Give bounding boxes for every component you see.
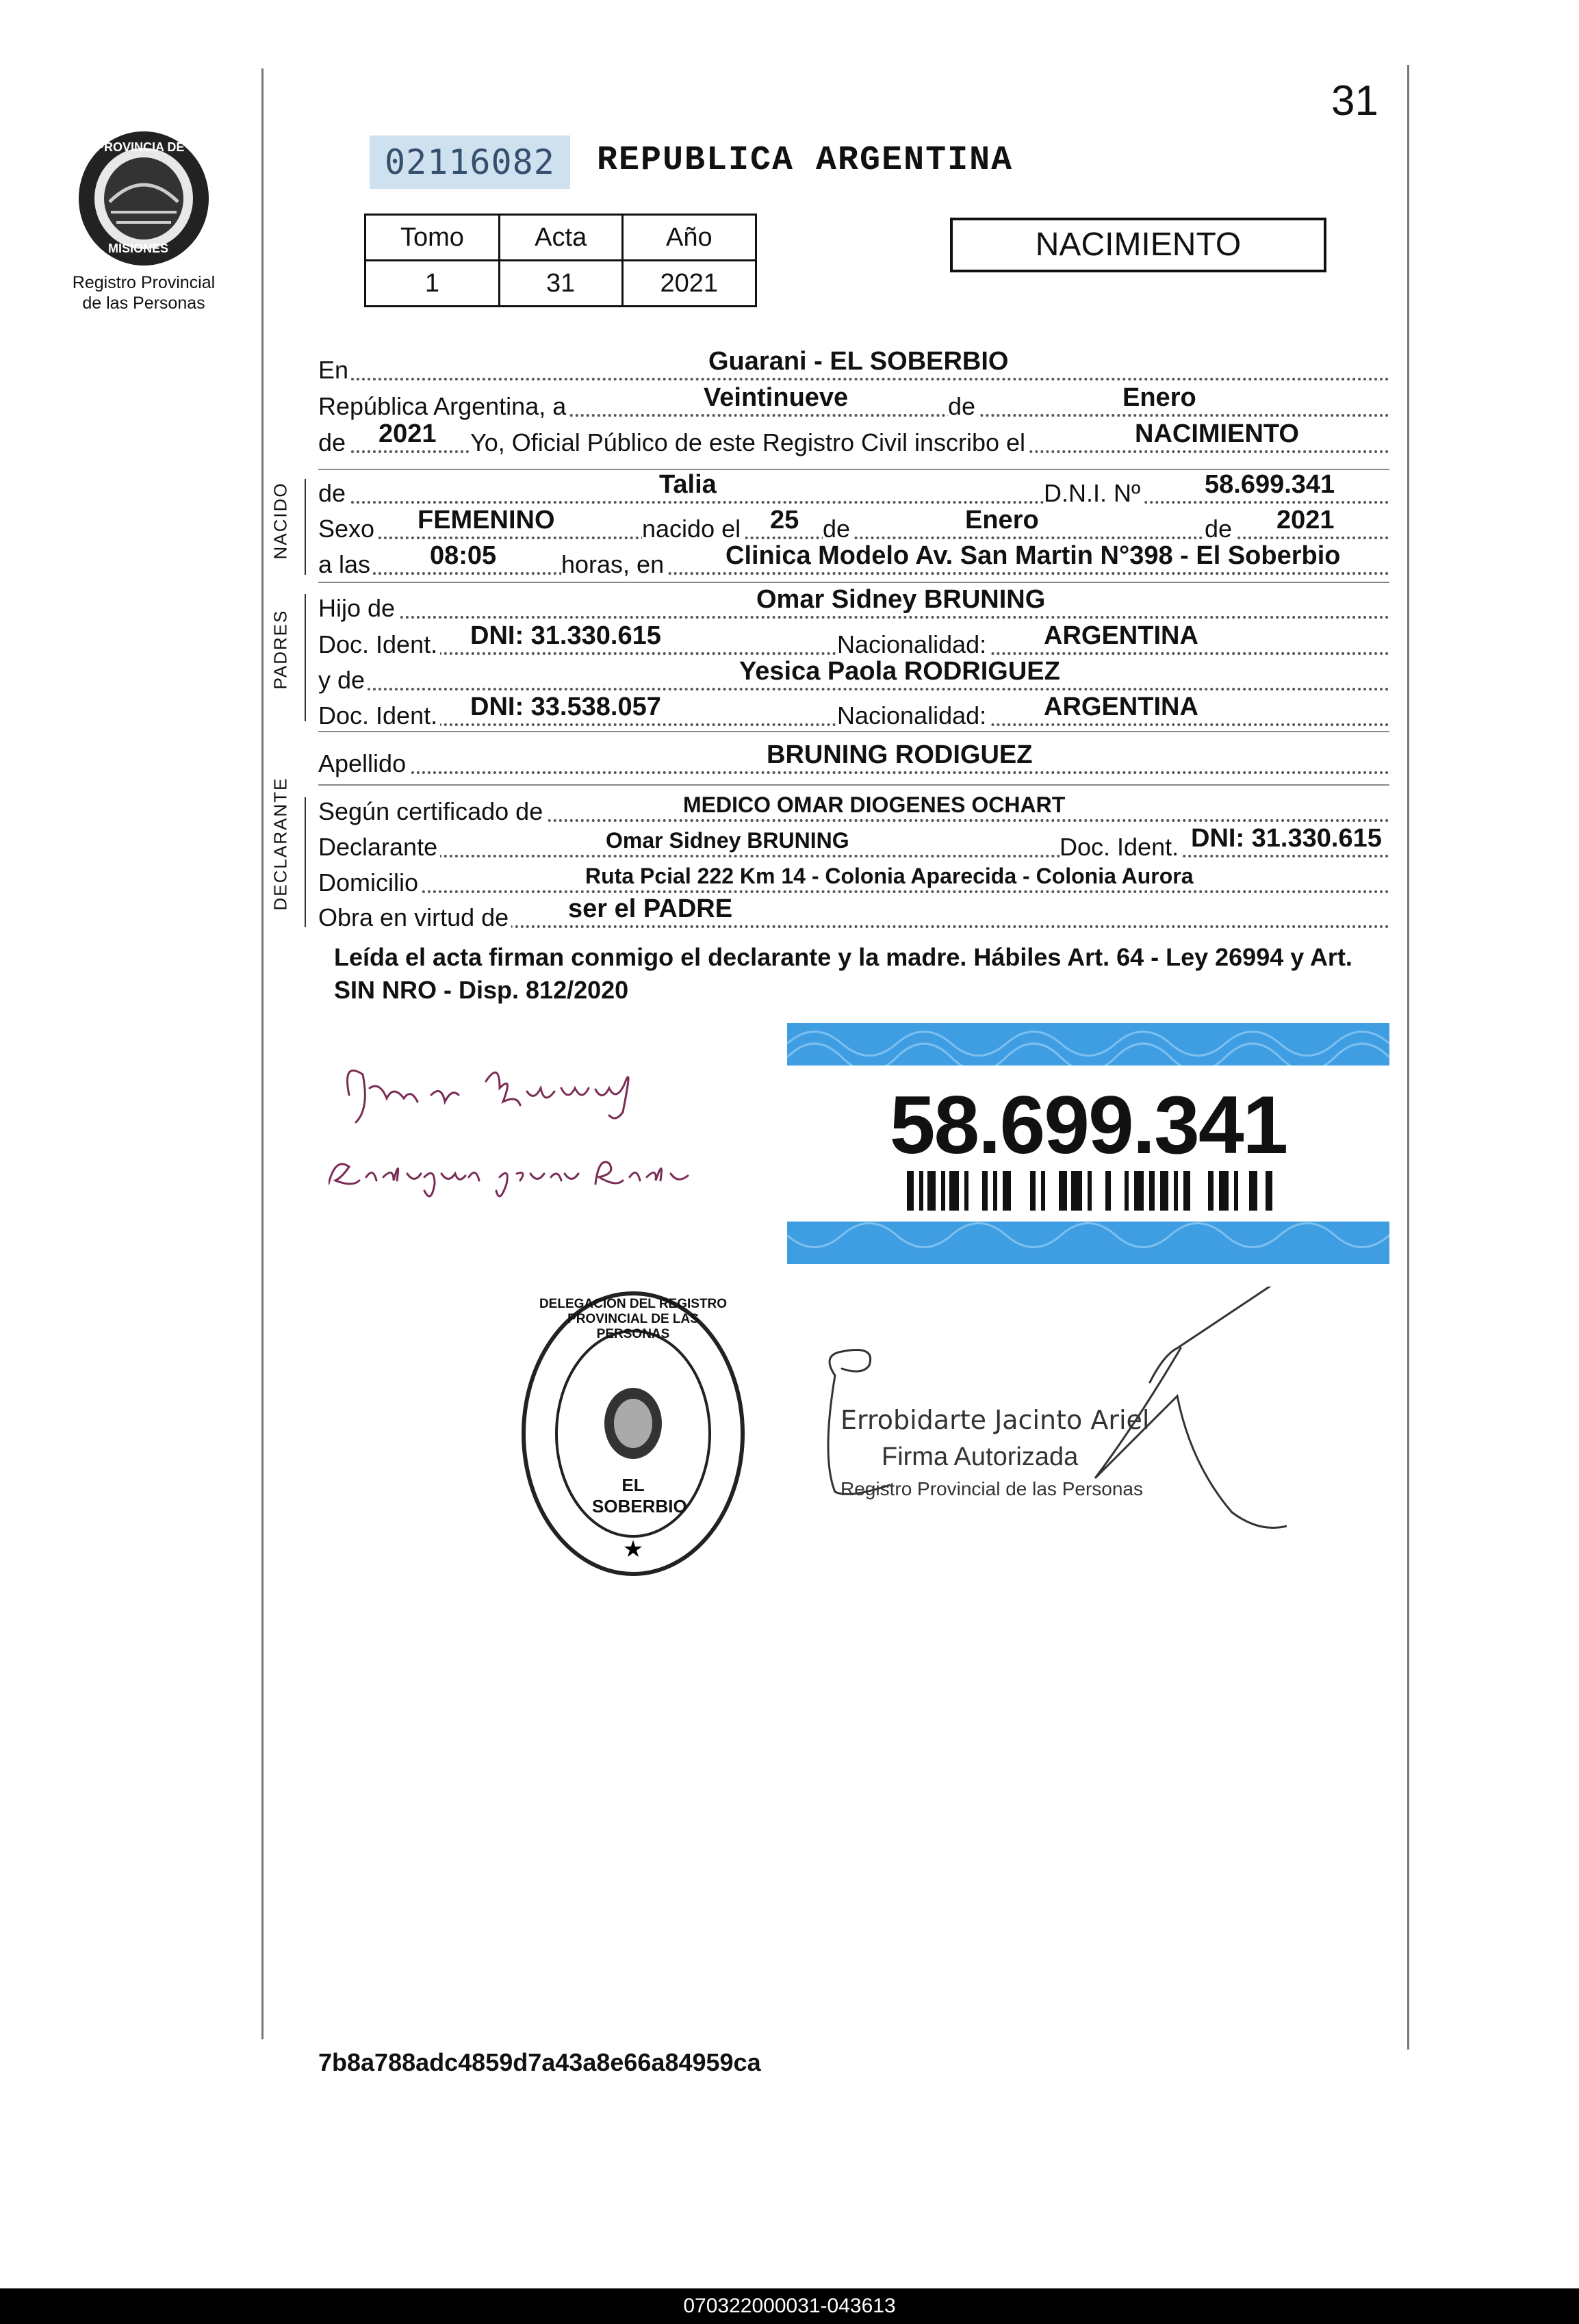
delegation-seal <box>517 1283 749 1584</box>
reference-table <box>364 214 757 307</box>
value-padre-doc: DNI: 31.330.615 <box>470 621 661 650</box>
value-hora: 08:05 <box>430 541 497 570</box>
label-de-anio-nac: de <box>1205 515 1235 543</box>
value-tipo-inscripcion: NACIMIENTO <box>1135 419 1299 448</box>
label-hijo-de: Hijo de <box>318 594 398 623</box>
value-anio: 2021 <box>378 419 437 448</box>
label-doc-ident-2: Doc. Ident. <box>318 701 440 730</box>
line-fecha <box>318 385 1389 421</box>
logo-caption <box>41 272 246 313</box>
value-apellido: BRUNING RODIGUEZ <box>767 740 1033 769</box>
value-anio-nac: 2021 <box>1276 506 1335 534</box>
line-declarante <box>318 826 1389 862</box>
divider-4 <box>318 784 1389 786</box>
value-certificado: MEDICO OMAR DIOGENES OCHART <box>683 792 1066 817</box>
label-a-las: a las <box>318 550 373 579</box>
line-apellido <box>318 740 1389 778</box>
label-segun-certificado: Según certificado de <box>318 797 545 826</box>
value-dia-letras: Veintinueve <box>704 383 849 412</box>
value-padre: Omar Sidney BRUNING <box>756 585 1046 614</box>
label-de-nombre: de <box>318 479 348 508</box>
side-label-padres: PADRES <box>270 609 291 690</box>
line-sexo <box>318 508 1389 543</box>
ref-header-tomo: Tomo <box>365 215 500 261</box>
ref-value-acta: 31 <box>499 261 622 307</box>
divider-2 <box>318 582 1389 583</box>
value-dni: 58.699.341 <box>1205 470 1335 499</box>
value-sexo: FEMENINO <box>418 506 555 534</box>
label-nacionalidad-2: Nacionalidad: <box>837 701 989 730</box>
bracket-padres <box>305 594 306 721</box>
ref-header-acta: Acta <box>499 215 622 261</box>
province-logo <box>68 127 219 270</box>
value-declarante-doc: DNI: 31.330.615 <box>1191 824 1382 853</box>
value-domicilio: Ruta Pcial 222 Km 14 - Colonia Aparecida - Colonia Aurora <box>585 864 1194 888</box>
line-domicilio <box>318 862 1389 897</box>
value-mes: Enero <box>1122 383 1196 412</box>
document-hash: 7b8a788adc4859d7a43a8e66a84959ca <box>318 2048 761 2076</box>
logo-text-bottom: MISIONES <box>108 242 169 255</box>
line-en <box>318 349 1389 385</box>
official-stamp <box>840 1402 1149 1503</box>
ref-value-tomo: 1 <box>365 261 500 307</box>
side-label-declarante: DECLARANTE <box>270 777 291 911</box>
logo-caption-line1: Registro Provincial <box>72 273 216 292</box>
value-lugar: Guarani - EL SOBERBIO <box>708 347 1009 376</box>
side-label-nacido: NACIDO <box>270 482 291 560</box>
official-title: Firma Autorizada <box>882 1443 1079 1471</box>
line-anio <box>318 419 1389 457</box>
label-de-anio: de <box>318 428 348 457</box>
dni-label-number: 58.699.341 <box>889 1079 1287 1171</box>
line-madre <box>318 659 1389 695</box>
serial-stamp: 02116082 <box>370 135 570 189</box>
value-declarante: Omar Sidney BRUNING <box>606 828 849 853</box>
label-horas-en: horas, en <box>561 550 667 579</box>
label-nacionalidad-1: Nacionalidad: <box>837 630 989 659</box>
line-madre-doc <box>318 695 1389 730</box>
bracket-nacido <box>305 479 306 575</box>
value-dia-nac: 25 <box>770 506 799 534</box>
svg-text:★: ★ <box>622 1536 644 1563</box>
logo-caption-line2: de las Personas <box>82 294 205 313</box>
label-sexo: Sexo <box>318 515 377 543</box>
ref-value-anio: 2021 <box>622 261 756 307</box>
value-nombre: Talia <box>659 470 717 499</box>
country-title: REPUBLICA ARGENTINA <box>597 141 1014 180</box>
label-apellido: Apellido <box>318 749 409 778</box>
divider-3 <box>318 731 1389 732</box>
label-obra-en-virtud: Obra en virtud de <box>318 903 511 932</box>
bracket-declarante <box>305 797 306 927</box>
value-madre-doc: DNI: 33.538.057 <box>470 693 661 721</box>
value-obra-virtud: ser el PADRE <box>568 894 733 923</box>
dni-label-band-top <box>787 1023 1389 1066</box>
line-padre-doc <box>318 623 1389 659</box>
label-doc-ident-decl: Doc. Ident. <box>1060 833 1181 862</box>
line-padre <box>318 587 1389 623</box>
label-declarante: Declarante <box>318 833 440 862</box>
dni-label <box>787 1023 1389 1264</box>
dni-barcode <box>907 1171 1276 1211</box>
page-number: 31 <box>1331 77 1378 125</box>
label-doc-ident-1: Doc. Ident. <box>318 630 440 659</box>
legal-note: Leída el acta firman conmigo el declarante y la madre. Hábiles Art. 64 - Ley 26994 y Art. SIN NRO - Disp. 812/2020 <box>334 943 1352 1004</box>
line-hora <box>318 543 1389 579</box>
left-margin-line <box>261 68 264 2039</box>
logo-text-top: PROVINCIA DE <box>96 140 185 154</box>
value-mes-nac: Enero <box>965 506 1039 534</box>
line-nombre <box>318 472 1389 508</box>
label-republica: República Argentina, a <box>318 392 569 421</box>
label-nacido-el: nacido el <box>642 515 743 543</box>
value-padre-nac: ARGENTINA <box>1044 621 1198 650</box>
label-de-dia: de <box>823 515 853 543</box>
right-margin-line <box>1407 65 1409 2050</box>
official-office: Registro Provincial de las Personas <box>840 1478 1143 1499</box>
label-domicilio: Domicilio <box>318 868 421 897</box>
label-en: En <box>318 356 351 385</box>
value-madre-nac: ARGENTINA <box>1044 693 1198 721</box>
label-y-de: y de <box>318 666 368 695</box>
dni-label-band-bottom <box>787 1222 1389 1264</box>
line-obra <box>318 896 1389 932</box>
seal-center-text: EL SOBERBIO <box>592 1475 687 1516</box>
record-type-box: NACIMIENTO <box>950 218 1326 272</box>
official-name: Errobidarte Jacinto Ariel <box>840 1405 1150 1435</box>
label-dni: D.N.I. Nº <box>1044 479 1143 508</box>
line-certificado <box>318 790 1389 826</box>
value-madre: Yesica Paola RODRIGUEZ <box>739 657 1060 686</box>
signature-1 <box>329 1047 712 1225</box>
label-de-mes: de <box>948 392 978 421</box>
ref-header-anio: Año <box>622 215 756 261</box>
label-yo-oficial: Yo, Oficial Público de este Registro Civil inscribo el <box>470 428 1028 457</box>
value-lugar-nac: Clinica Modelo Av. San Martin N°398 - El Soberbio <box>726 541 1341 570</box>
footer-code: 070322000031-043613 <box>0 2288 1579 2324</box>
seal-ring-text: DELEGACION DEL REGISTRO PROVINCIAL DE LAS PERSONAS <box>539 1297 728 1341</box>
